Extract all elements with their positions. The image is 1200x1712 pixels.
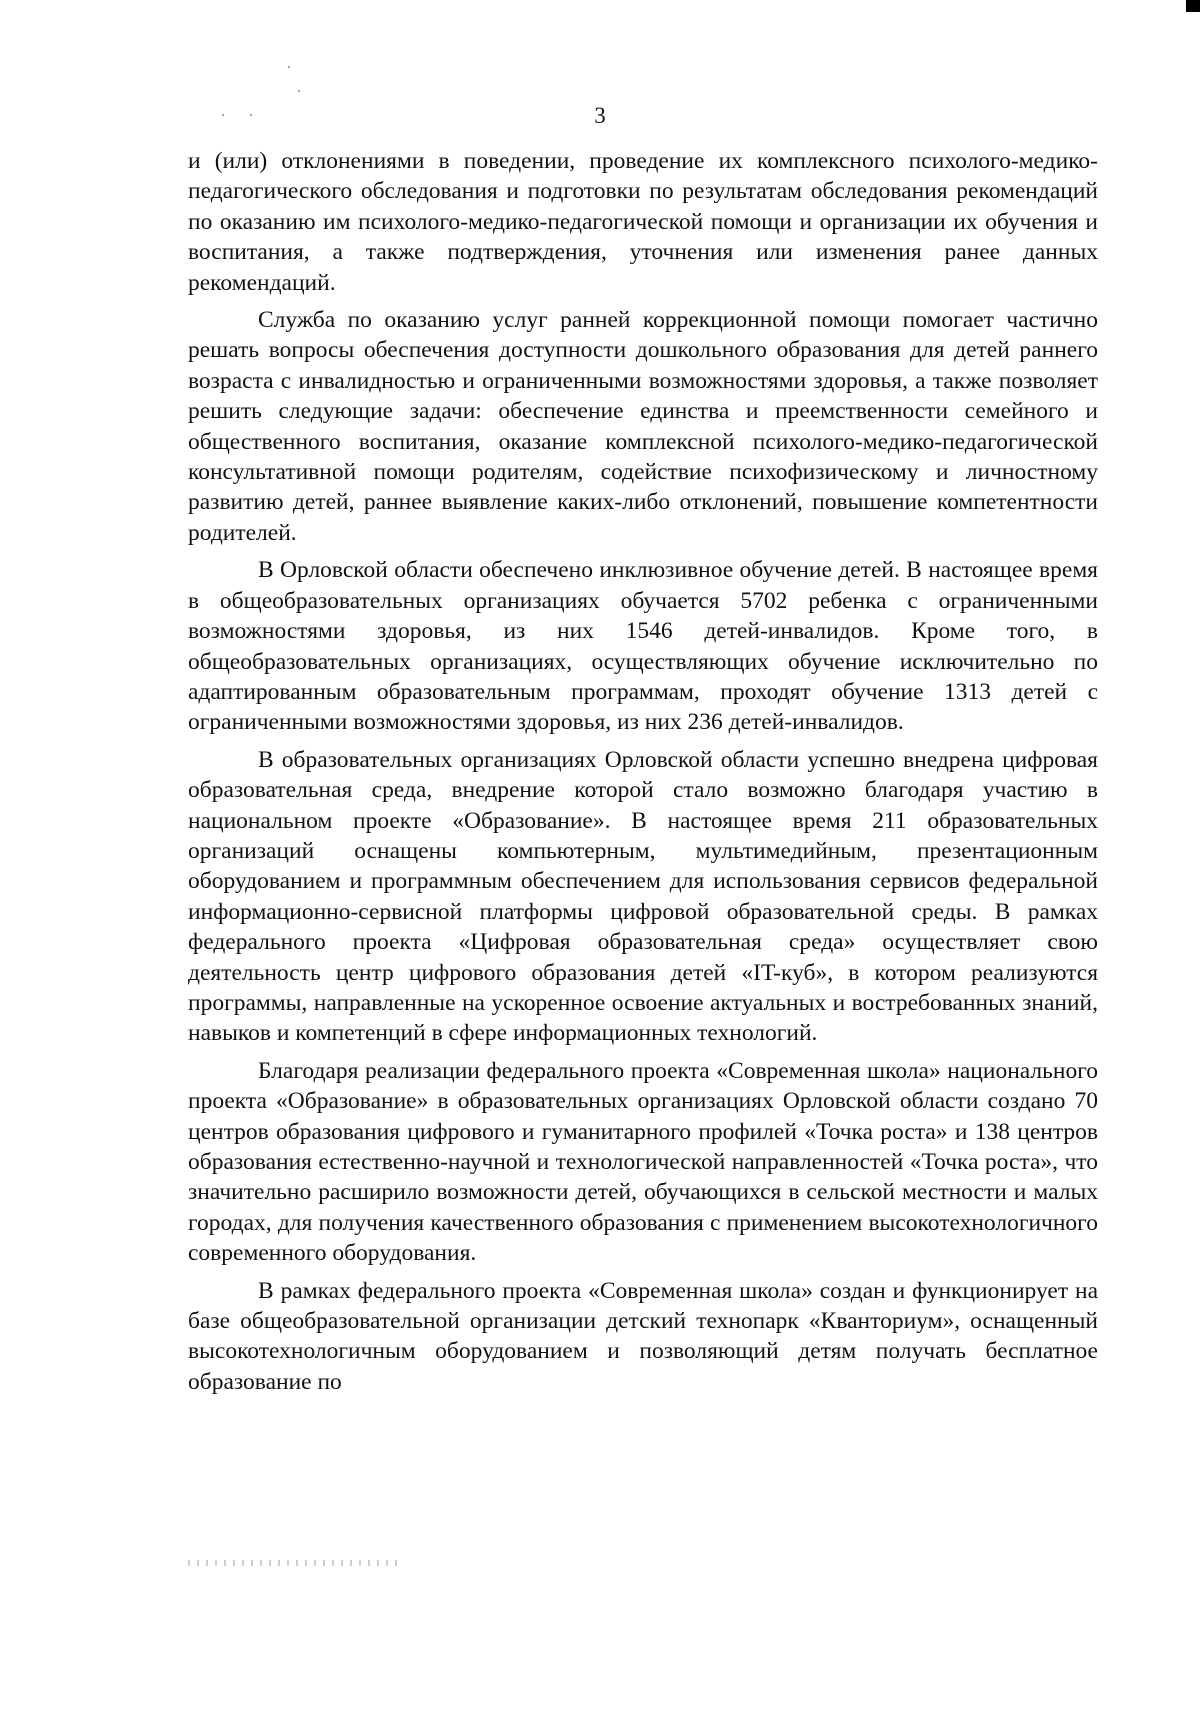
scan-speck bbox=[288, 66, 290, 68]
body-text bbox=[188, 146, 1098, 1404]
scan-speck bbox=[298, 90, 300, 92]
scan-edge-mark bbox=[1186, 0, 1200, 12]
paragraph: и (или) отклонениями в поведении, проведение их комплексного психолого-медико-педагогического обследования и подготовки по результатам обследования рекомендаций по оказанию им психолого-медико-педагогической помощи и организации их обучения и воспитания, а также подтверждения, уточнения или изменения ранее данных рекомендаций. bbox=[188, 148, 1098, 296]
paragraph: В образовательных организациях Орловской области успешно внедрена цифровая образовательная среда, внедрение которой стало возможно благодаря участию в национальном проекте «Образование». В настоящее время 211 образовательных организаций оснащены компьютерным, мультимедийным, презентационным оборудованием и программным обеспечением для использования сервисов федеральной информационно-сервисной платформы цифровой образовательной среды. В рамках федерального проекта «Цифровая образовательная среда» осуществляет свою деятельность центр цифрового образования детей «IT-куб», в котором реализуются программы, направленные на ускоренное освоение актуальных и востребованных знаний, навыков и компетенций в сфере информационных технологий. bbox=[188, 746, 1098, 1047]
page-number: 3 bbox=[594, 103, 606, 128]
paragraph: Служба по оказанию услуг ранней коррекционной помощи помогает частично решать вопросы обеспечения доступности дошкольного образования для детей раннего возраста с инвалидностью и ограниченными возможностями здоровья, а также позволяет решить следующие задачи: обеспечение единства и преемственности семейного и общественного воспитания, оказание комплексной психолого-медико-педагогической консультативной помощи родителям, содействие психофизическому и личностному развитию детей, раннее выявление каких-либо отклонений, повышение компетентности родителей. bbox=[188, 307, 1098, 546]
scan-smudge bbox=[188, 1560, 398, 1566]
paragraph: Благодаря реализации федерального проекта «Современная школа» национального проекта «Образование» в образовательных организациях Орловской области создано 70 центров образования цифрового и гуманитарного профилей «Точка роста» и 138 центров образования естественно-научной и технологической направленностей «Точка роста», что значительно расширило возможности детей, обучающихся в сельской местности и малых городах, для получения качественного образования с применением высокотехнологичного современного оборудования. bbox=[188, 1057, 1098, 1267]
paragraph: В рамках федерального проекта «Современная школа» создан и функционирует на базе общеобразовательной организации детский технопарк «Кванториум», оснащенный высокотехнологичным оборудованием и позволяющий детям получать бесплатное образование по bbox=[188, 1277, 1098, 1395]
paragraph: В Орловской области обеспечено инклюзивное обучение детей. В настоящее время в общеобразовательных организациях обучается 5702 ребенка с ограниченными возможностями здоровья, из них 1546 детей-инвалидов. Кроме того, в общеобразовательных организациях, осуществляющих обучение исключительно по адаптированным образовательным программам, проходят обучение 1313 детей с ограниченными возможностями здоровья, из них 236 детей-инвалидов. bbox=[188, 557, 1098, 736]
